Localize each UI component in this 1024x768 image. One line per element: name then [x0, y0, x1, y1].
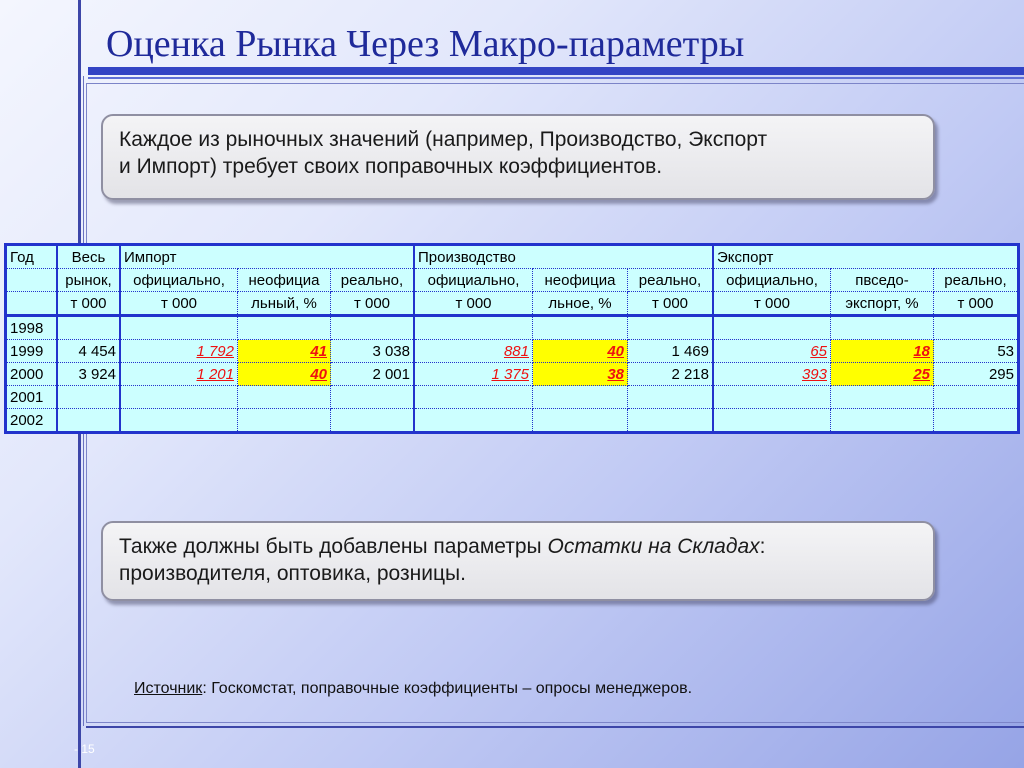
cell-export-pseudo [831, 316, 934, 340]
page-number: - 15 [74, 742, 95, 756]
cell-year: 2002 [6, 409, 58, 433]
subheader-production-official-unit: т 000 [414, 292, 533, 316]
title-underline-thin [88, 77, 1024, 79]
subheader-import-official: официально, [120, 269, 238, 292]
cell-export-official [713, 340, 831, 363]
cell-year: 1999 [6, 340, 58, 363]
callout-line [119, 533, 917, 560]
value-production-official: 1 375 [491, 365, 529, 383]
source-note [134, 680, 692, 698]
header-year-blank [6, 269, 58, 292]
subheader-export-official: официально, [713, 269, 831, 292]
cell-import-official [120, 409, 238, 433]
subheader-import-unofficial: неофициа [238, 269, 331, 292]
subheader-export-official-unit: т 000 [713, 292, 831, 316]
table-row [6, 363, 1019, 386]
cell-import-real [331, 316, 415, 340]
title-underline [88, 67, 1024, 75]
value-import-official: 1 201 [196, 365, 234, 383]
cell-production-unofficial [533, 386, 628, 409]
cell-export-real [934, 316, 1019, 340]
callout-colon: : [759, 535, 766, 558]
cell-year: 2000 [6, 363, 58, 386]
callout-line: Каждое из рыночных значений (например, Производство, Экспорт [119, 128, 768, 151]
cell-import-unofficial: 40 [238, 363, 331, 386]
cell-export-pseudo [831, 386, 934, 409]
subheader-export-pseudo: пвседо- [831, 269, 934, 292]
header-import: Импорт [120, 245, 414, 269]
cell-production-unofficial: 40 [533, 340, 628, 363]
table-row [6, 409, 1019, 433]
cell-total: 4 454 [57, 340, 120, 363]
cell-import-official [120, 316, 238, 340]
subheader-export-real-unit: т 000 [934, 292, 1019, 316]
cell-production-unofficial: 38 [533, 363, 628, 386]
source-label: Источник [134, 680, 203, 697]
bottom-rule [86, 726, 1024, 728]
cell-import-unofficial: 41 [238, 340, 331, 363]
subheader-export-pseudo-unit: экспорт, % [831, 292, 934, 316]
header-export: Экспорт [713, 245, 1019, 269]
source-text: : Госкомстат, поправочные коэффициенты – опросы менеджеров. [202, 680, 693, 697]
subheader-production-real: реально, [628, 269, 714, 292]
cell-export-real [934, 409, 1019, 433]
cell-import-official [120, 386, 238, 409]
cell-import-real: 2 001 [331, 363, 415, 386]
cell-export-official [713, 363, 831, 386]
cell-import-unofficial [238, 409, 331, 433]
cell-export-pseudo: 25 [831, 363, 934, 386]
cell-total: 3 924 [57, 363, 120, 386]
value-production-official: 881 [503, 342, 529, 360]
header-total: Весь [57, 245, 120, 269]
cell-year: 1998 [6, 316, 58, 340]
cell-import-unofficial [238, 316, 331, 340]
cell-export-pseudo: 18 [831, 340, 934, 363]
callout-line: и Импорт) требует своих поправочных коэффициентов. [119, 155, 663, 178]
header-year-blank-2 [6, 292, 58, 316]
subheader-import-real-unit: т 000 [331, 292, 415, 316]
value-import-official: 1 792 [196, 342, 234, 360]
subheader-production-unofficial-unit: льное, % [533, 292, 628, 316]
header-year: Год [6, 245, 58, 269]
subheader-export-real: реально, [934, 269, 1019, 292]
header-production: Производство [414, 245, 713, 269]
table-row [6, 316, 1019, 340]
cell-production-real [628, 386, 714, 409]
table-subheader-row [6, 269, 1019, 292]
cell-import-real [331, 409, 415, 433]
callout-line: производителя, оптовика, розницы. [119, 562, 466, 585]
callout-emphasis: Остатки на Складах [547, 535, 760, 558]
cell-production-real [628, 316, 714, 340]
header-total-2: рынок, [57, 269, 120, 292]
cell-export-pseudo [831, 409, 934, 433]
cell-import-official [120, 363, 238, 386]
cell-production-official [414, 409, 533, 433]
subheader-import-real: реально, [331, 269, 415, 292]
cell-import-real: 3 038 [331, 340, 415, 363]
cell-export-official [713, 316, 831, 340]
subheader-import-unofficial-unit: льный, % [238, 292, 331, 316]
table-subheader-row-2 [6, 292, 1019, 316]
cell-export-official [713, 409, 831, 433]
table-header-row [6, 245, 1019, 269]
slide-title: Оценка Рынка Через Макро-параметры [106, 23, 745, 65]
table-row [6, 340, 1019, 363]
header-total-3: т 000 [57, 292, 120, 316]
value-export-official: 393 [801, 365, 827, 383]
cell-import-unofficial [238, 386, 331, 409]
cell-production-official [414, 386, 533, 409]
callout-text: Также должны быть добавлены параметры [119, 535, 548, 558]
cell-production-unofficial [533, 316, 628, 340]
cell-total [57, 409, 120, 433]
cell-export-real [934, 386, 1019, 409]
cell-production-official [414, 340, 533, 363]
callout-correction-factors [101, 114, 935, 200]
callout-warehouse-stocks [101, 521, 935, 601]
cell-production-unofficial [533, 409, 628, 433]
cell-production-official [414, 316, 533, 340]
cell-production-real [628, 409, 714, 433]
cell-production-official [414, 363, 533, 386]
cell-import-real [331, 386, 415, 409]
cell-production-real: 1 469 [628, 340, 714, 363]
subheader-production-real-unit: т 000 [628, 292, 714, 316]
cell-production-real: 2 218 [628, 363, 714, 386]
subheader-production-official: официально, [414, 269, 533, 292]
cell-export-real: 295 [934, 363, 1019, 386]
subheader-import-official-unit: т 000 [120, 292, 238, 316]
value-export-official: 65 [810, 342, 827, 360]
table-row [6, 386, 1019, 409]
cell-total [57, 316, 120, 340]
cell-export-official [713, 386, 831, 409]
cell-total [57, 386, 120, 409]
cell-export-real: 53 [934, 340, 1019, 363]
cell-import-official [120, 340, 238, 363]
cell-year: 2001 [6, 386, 58, 409]
subheader-production-unofficial: неофициа [533, 269, 628, 292]
market-data-table [4, 243, 1020, 434]
